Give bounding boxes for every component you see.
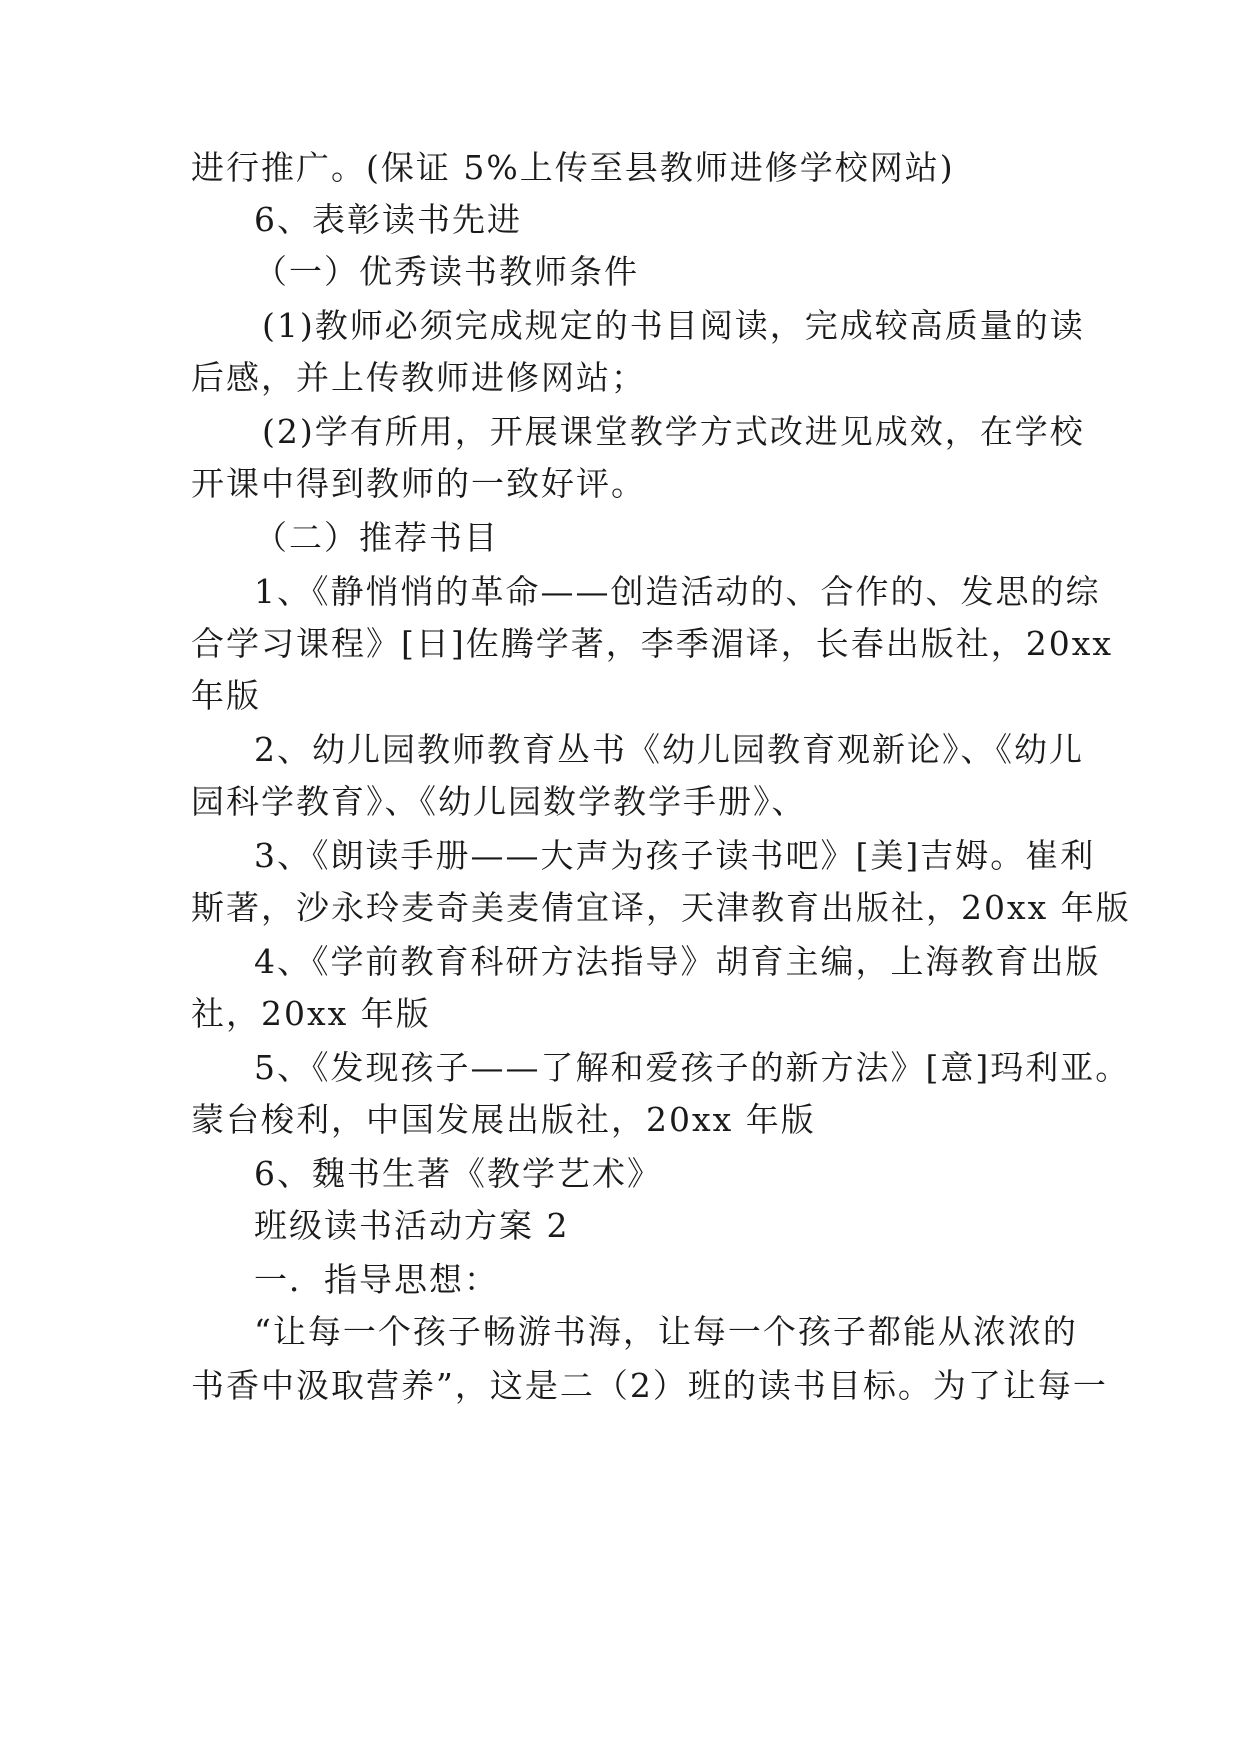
text-line: 4、《学前教育科研方法指导》胡育主编，上海教育出版 xyxy=(254,942,1101,981)
text-line: (1)教师必须完成规定的书目阅读，完成较高质量的读 xyxy=(262,306,1085,345)
section-heading: （二）推荐书目 xyxy=(254,518,499,557)
text-line: 5、《发现孩子——了解和爱孩子的新方法》[意]玛利亚。 xyxy=(254,1048,1131,1087)
section-heading: （一）优秀读书教师条件 xyxy=(254,252,639,291)
text-line: 书香中汲取营养”，这是二（2）班的读书目标。为了让每一 xyxy=(191,1366,1108,1405)
text-line: 6、魏书生著《教学艺术》 xyxy=(254,1154,662,1193)
text-line: 年版 xyxy=(191,676,261,715)
text-line: (2)学有所用，开展课堂教学方式改进见成效，在学校 xyxy=(262,412,1085,451)
text-line: 蒙台梭利，中国发展出版社，20xx 年版 xyxy=(191,1100,816,1139)
text-line: 进行推广。(保证 5%上传至县教师进修学校网站) xyxy=(191,148,955,187)
section-heading: 一．指导思想： xyxy=(254,1260,499,1299)
text-line: 1、《静悄悄的革命——创造活动的、合作的、发思的综 xyxy=(254,572,1101,611)
text-line: 开课中得到教师的一致好评。 xyxy=(191,464,646,503)
text-line: 合学习课程》[日]佐腾学著，李季湄译，长春出版社，20xx xyxy=(191,624,1113,663)
text-line: “让每一个孩子畅游书海，让每一个孩子都能从浓浓的 xyxy=(254,1312,1078,1351)
text-line: 2、幼儿园教师教育丛书《幼儿园教育观新论》、《幼儿 xyxy=(254,730,1084,769)
text-line: 6、表彰读书先进 xyxy=(254,200,522,239)
text-line: 社，20xx 年版 xyxy=(191,994,431,1033)
text-line: 斯著，沙永玲麦奇美麦倩宜译，天津教育出版社，20xx 年版 xyxy=(191,888,1131,927)
text-line: 后感，并上传教师进修网站； xyxy=(191,358,646,397)
text-line: 园科学教育》、《幼儿园数学教学手册》、 xyxy=(191,782,807,821)
section-title: 班级读书活动方案 2 xyxy=(254,1206,570,1245)
text-line: 3、《朗读手册——大声为孩子读书吧》[美]吉姆。崔利 xyxy=(254,836,1096,875)
